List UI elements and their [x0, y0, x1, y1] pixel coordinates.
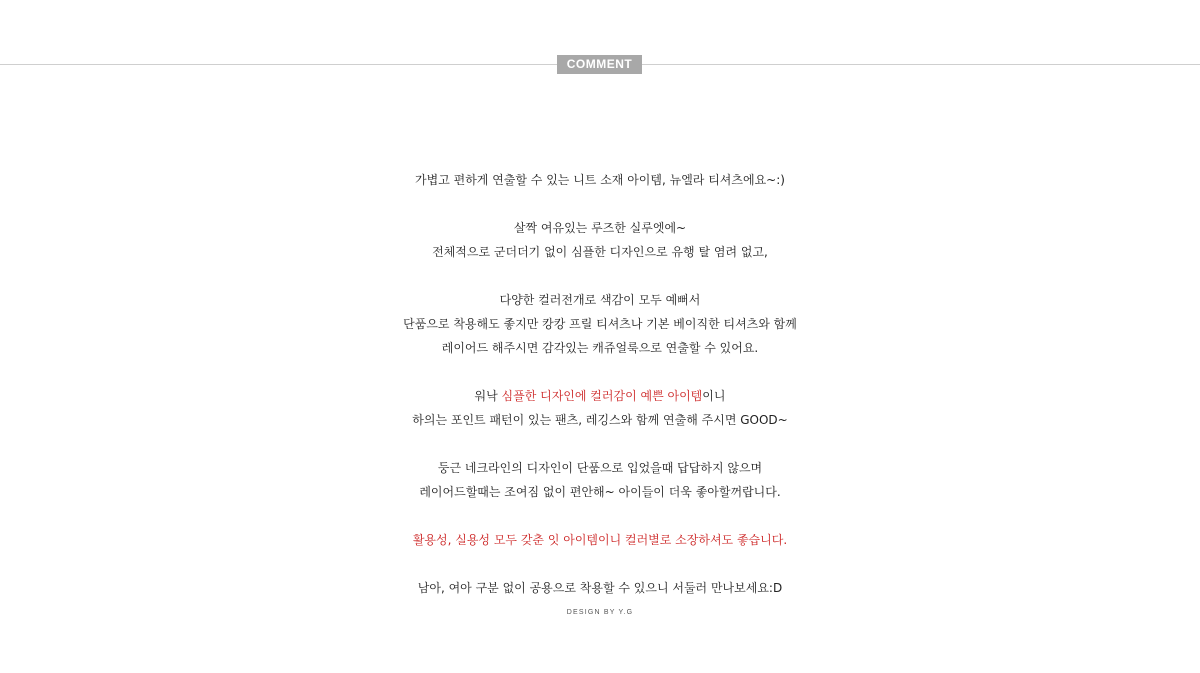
- comment-body: [0, 168, 1200, 600]
- comment-line: 전체적으로 군더더기 없이 심플한 디자인으로 유행 탈 염려 없고,: [432, 245, 768, 259]
- paragraph-gap: [0, 360, 1200, 384]
- comment-line: 남아, 여아 구분 없이 공용으로 착용할 수 있으니 서둘러 만나보세요:D: [417, 581, 783, 595]
- comment-line: 레이어드 해주시면 감각있는 캐쥬얼룩으로 연출할 수 있어요.: [441, 341, 759, 355]
- paragraph-gap: [0, 264, 1200, 288]
- paragraph-gap: [0, 432, 1200, 456]
- comment-line-mixed: [0, 384, 1200, 408]
- comment-text: 이니: [702, 389, 726, 403]
- comment-badge: COMMENT: [557, 55, 642, 74]
- highlighted-text: 심플한 디자인에 컬러감이 예쁜 아이템: [501, 389, 703, 403]
- comment-line: 가볍고 편하게 연출할 수 있는 니트 소재 아이템, 뉴엘라 티셔츠에요~:): [415, 173, 785, 187]
- comment-line: 다양한 컬러전개로 색감이 모두 예뻐서: [499, 293, 701, 307]
- comment-line: 하의는 포인트 패턴이 있는 팬츠, 레깅스와 함께 연출해 주시면 GOOD~: [412, 413, 788, 427]
- comment-text: 워낙: [474, 389, 502, 403]
- paragraph-gap: [0, 504, 1200, 528]
- paragraph-gap: [0, 192, 1200, 216]
- paragraph-gap: [0, 552, 1200, 576]
- design-credit: DESIGN BY Y.G: [566, 609, 634, 616]
- comment-line: 둥근 네크라인의 디자인이 단품으로 입었을때 답답하지 않으며: [437, 461, 763, 475]
- comment-line: 단품으로 착용해도 좋지만 캉캉 프릴 티셔츠나 기본 베이직한 티셔츠와 함께: [403, 317, 797, 331]
- comment-line: 살짝 여유있는 루즈한 실루엣에~: [513, 221, 687, 235]
- highlighted-line: 활용성, 실용성 모두 갖춘 잇 아이템이니 컬러별로 소장하셔도 좋습니다.: [412, 533, 788, 547]
- comment-line: 레이어드할때는 조여짐 없이 편안해~ 아이들이 더욱 좋아할꺼랍니다.: [419, 485, 781, 499]
